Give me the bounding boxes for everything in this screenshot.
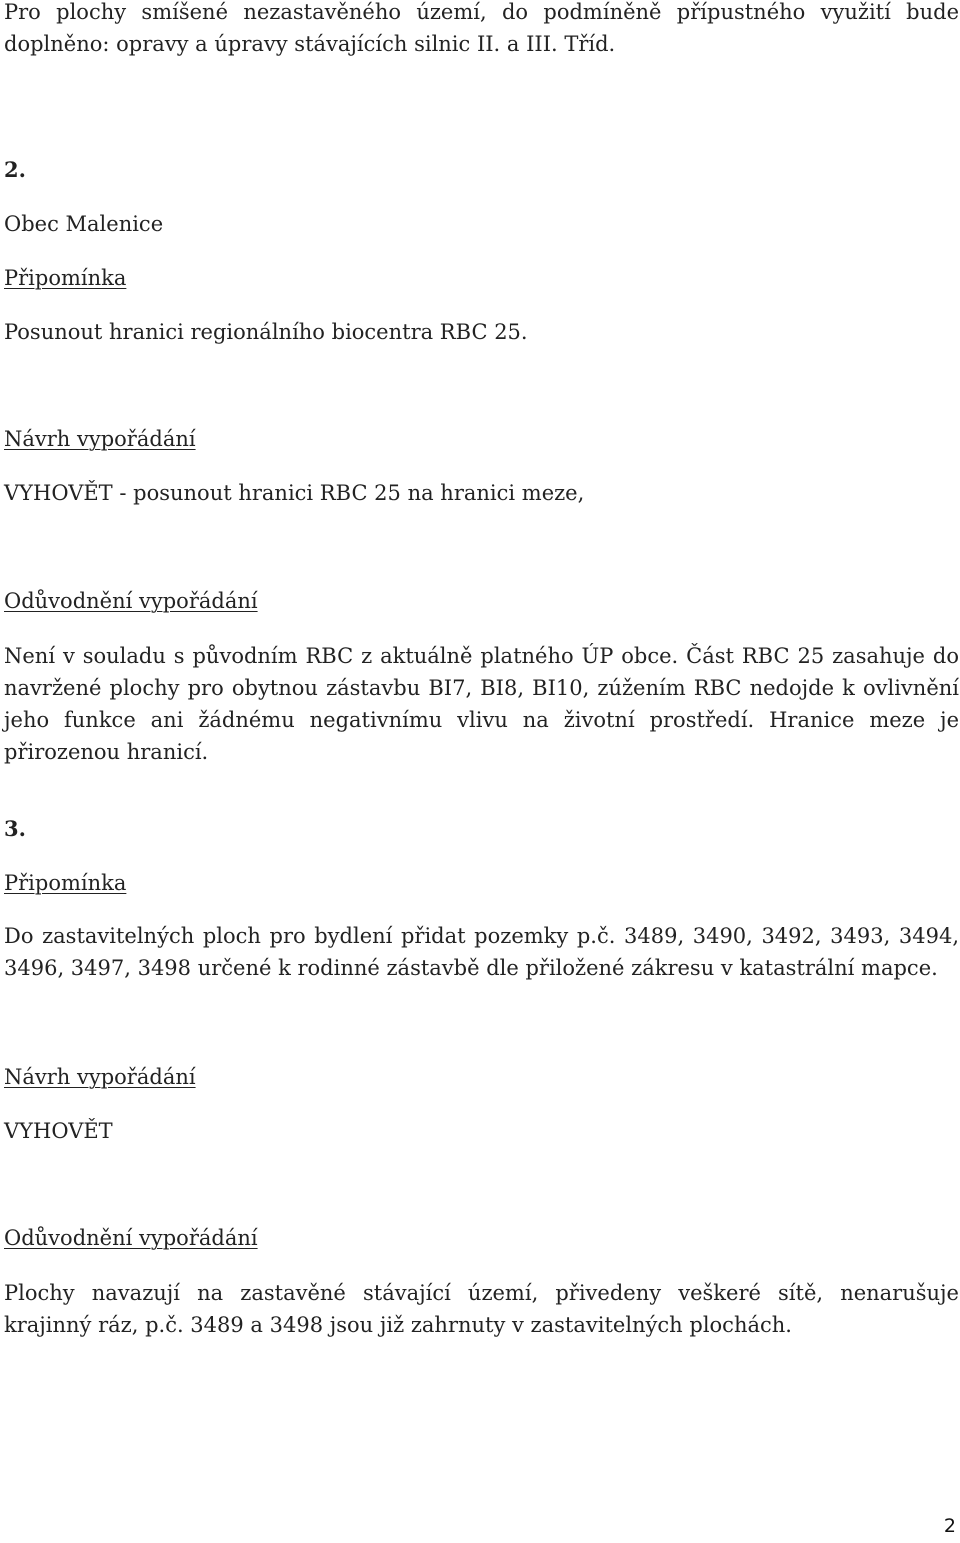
proposal-label: Návrh vypořádání bbox=[4, 427, 196, 451]
proposal-label: Návrh vypořádání bbox=[4, 1065, 196, 1089]
comment-label: Připomínka bbox=[4, 871, 127, 895]
comment-text: Do zastavitelných ploch pro bydlení přidat pozemky p.č. 3489, 3490, 3492, 3493, 3494, 3496, 3497, 3498 určené k rodinné zástavbě dle přiložené zákresu v katastrální mapce. bbox=[4, 924, 959, 980]
item-number: 2. bbox=[4, 157, 26, 182]
intro-paragraph: Pro plochy smíšené nezastavěného území, do podmíněně přípustného využití bude doplněno: opravy a úpravy stávajících silnic II. a III. Tříd. bbox=[4, 0, 959, 56]
justification-label: Odůvodnění vypořádání bbox=[4, 589, 258, 613]
item-number: 3. bbox=[4, 816, 26, 841]
justification-text: Plochy navazují na zastavěné stávající území, přivedeny veškeré sítě, nenarušuje krajinný ráz, p.č. 3489 a 3498 jsou již zahrnuty v zastavitelných plochách. bbox=[4, 1281, 959, 1337]
page-number: 2 bbox=[943, 1515, 956, 1537]
municipality-title: Obec Malenice bbox=[4, 212, 164, 236]
justification-label: Odůvodnění vypořádání bbox=[4, 1226, 258, 1250]
proposal-text: VYHOVĚT - posunout hranici RBC 25 na hranici meze, bbox=[4, 481, 585, 505]
justification-text: Není v souladu s původním RBC z aktuálně platného ÚP obce. Část RBC 25 zasahuje do navržené plochy pro obytnou zástavbu BI7, BI8, BI10, zúžením RBC nedojde k ovlivnění jeho funkce ani žádnému negativnímu vlivu na životní prostředí. Hranice meze je přirozenou hranicí. bbox=[4, 644, 959, 764]
comment-text: Posunout hranici regionálního biocentra RBC 25. bbox=[4, 320, 528, 344]
proposal-text: VYHOVĚT bbox=[4, 1119, 113, 1143]
comment-label: Připomínka bbox=[4, 266, 127, 290]
